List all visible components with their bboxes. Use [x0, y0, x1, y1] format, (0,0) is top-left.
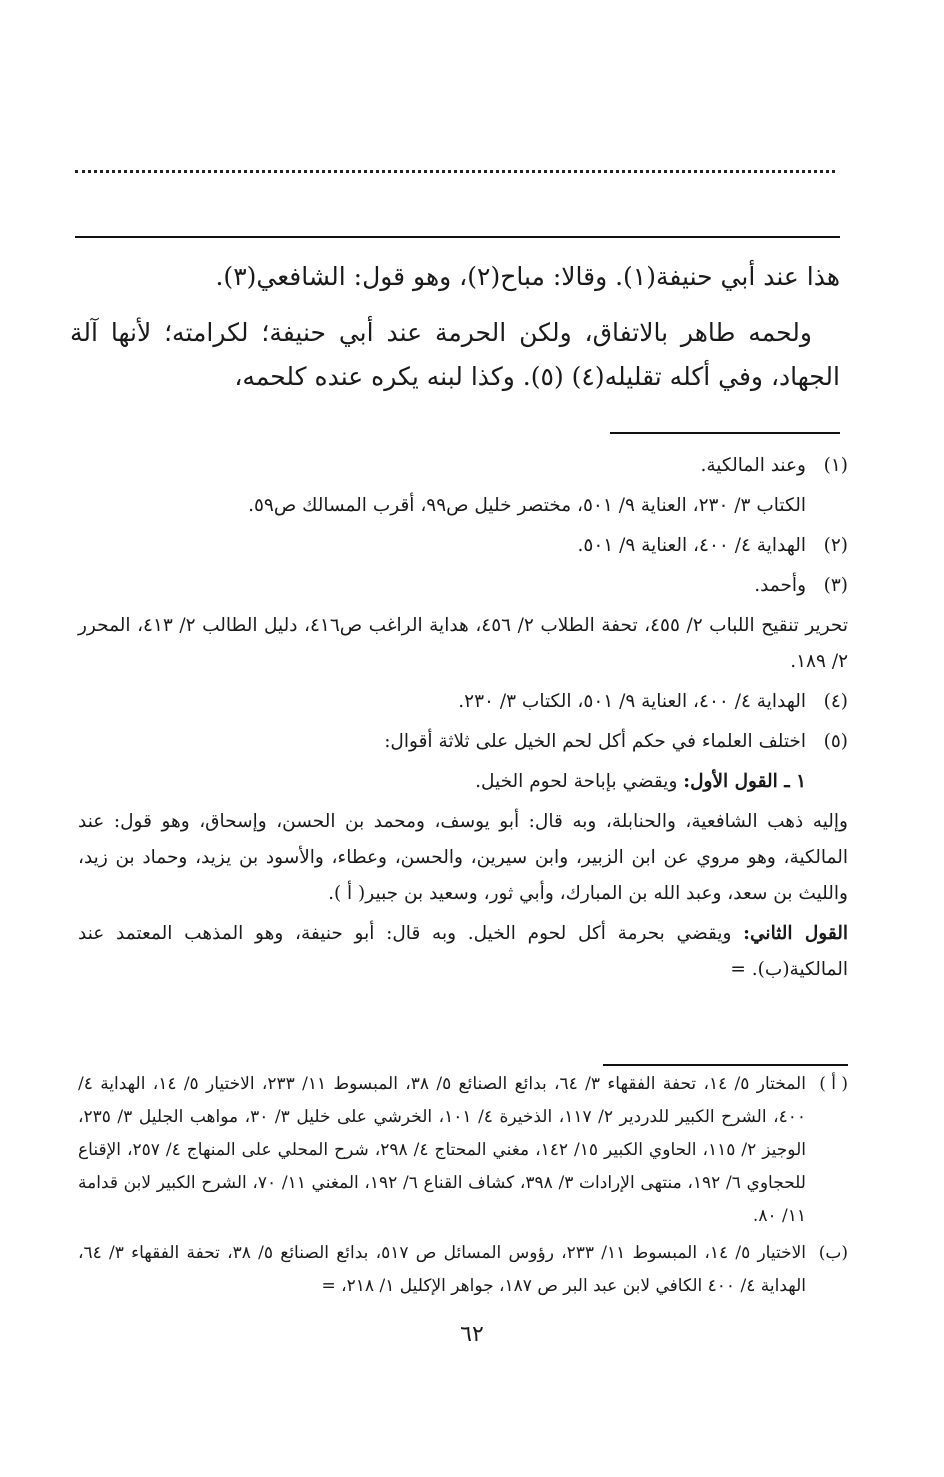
main-line-1: هذا عند أبي حنيفة(١). وقالا: مباح(٢)، وهو قول: الشافعي(٣). — [215, 262, 840, 291]
footnotes — [78, 448, 848, 988]
subnote-text: الاختيار ٥/ ١٤، المبسوط ١١/ ٢٣٣، رؤوس المسائل ص ٥١٧، بدائع الصنائع ٥/ ٣٨، تحفة الفقهاء ٣/ ٦٤، الهداية ٤/ ٤٠٠ الكافي لابن عبد البر ص ١٨٧، جواهر الإكليل ١/ ٢١٨، = — [78, 1243, 807, 1296]
main-text — [70, 255, 840, 399]
second-opinion — [78, 916, 848, 988]
main-paragraph-2: ولحمه طاهر بالاتفاق، ولكن الحرمة عند أبي حنيفة؛ لكرامته؛ لأنها آلة الجهاد، وفي أكله تقليله(٤) (٥). وكذا لبنه يكره عنده كلحمه، — [70, 318, 840, 391]
footnote-3 — [78, 568, 848, 604]
footnote-3-references: تحرير تنقيح اللباب ٢/ ٤٥٥، تحفة الطلاب ٢/ ٤٥٦، هداية الراغب ص٤١٦، دليل الطالب ٢/ ٤١٣، المحرر ٢/ ١٨٩. — [78, 615, 848, 672]
first-opinion-text: ويقضي بإباحة لحوم الخيل. — [475, 771, 678, 792]
footnote-number: (٤) — [823, 691, 848, 712]
top-rule — [75, 236, 840, 238]
second-opinion-label: القول الثاني: — [743, 923, 848, 944]
first-opinion-detail: وإليه ذهب الشافعية، والحنابلة، وبه قال: أبو يوسف، ومحمد بن الحسن، وإسحاق، وهو قول: عند المالكية، وهو مروي عن ابن الزبير، وابن سيرين، والحسن، وعطاء، والأسود بن يزيد، وحماد بن زيد، والليث بن سعد، وعبد الله بن المبارك، وأبي ثور، وسعيد بن جبير( أ ). — [78, 811, 848, 904]
footnote-2 — [78, 528, 848, 564]
first-opinion-label: ١ ـ القول الأول: — [683, 771, 806, 792]
footnote-text: اختلف العلماء في حكم أكل لحم الخيل على ثلاثة أقوال: — [384, 731, 806, 752]
page-number: ٦٢ — [460, 1322, 484, 1347]
footnote-1 — [78, 448, 848, 524]
subnote-letter: ( أ ) — [819, 1074, 848, 1094]
footnote-number: (٥) — [823, 731, 848, 752]
footnote-text: وعند المالكية. — [700, 455, 806, 476]
subnote-b — [78, 1237, 848, 1303]
second-opinion-text: ويقضي بحرمة أكل لحوم الخيل. وبه قال: أبو حنيفة، وهو المذهب المعتمد عند المالكية(ب). = — [78, 923, 848, 980]
subnote-text: المختار ٥/ ١٤، تحفة الفقهاء ٣/ ٦٤، بدائع الصنائع ٥/ ٣٨، المبسوط ١١/ ٢٣٣، الاختيار ٥/ ١٤، الهداية ٤/ ٤٠٠، الشرح الكبير للدردير ٢/ ١١٧، الذخيرة ٤/ ١٠١، الخرشي على خليل ٣/ ٣٠، مواهب الجليل ٣/ ٢٣٥، الوجيز ٢/ ١١٥، الحاوي الكبير ١٥/ ١٤٢، مغني المحتاج ٤/ ٢٩٨، شرح المحلي على المنهاج ٤/ ٢٥٧، الإقناع للحجاوي ٦/ ١٩٢، منتهى الإرادات ٣/ ٣٩٨، كشاف القناع ٦/ ١٩٢، المغني ١١/ ٧٠، الشرح الكبير لابن قدامة ١١/ ٨٠. — [78, 1074, 806, 1226]
subnote-separator — [603, 1064, 848, 1066]
subnote-a — [78, 1068, 848, 1233]
subnote-letter: (ب) — [818, 1243, 848, 1263]
footnote-text: وأحمد. — [754, 575, 806, 596]
footnote-separator — [610, 432, 840, 434]
footnote-number: (٢) — [823, 535, 848, 556]
footnote-4 — [78, 684, 848, 720]
footnote-number: (٣) — [823, 575, 848, 596]
footnote-text: الكتاب ٣/ ٢٣٠، العناية ٩/ ٥٠١، مختصر خليل ص٩٩، أقرب المسالك ص٥٩. — [248, 495, 806, 516]
footnote-text: الهداية ٤/ ٤٠٠، العناية ٩/ ٥٠١، الكتاب ٣/ ٢٣٠. — [458, 691, 806, 712]
subnotes — [78, 1068, 848, 1303]
first-opinion — [78, 764, 806, 800]
dotted-separator — [75, 170, 835, 173]
footnote-text: الهداية ٤/ ٤٠٠، العناية ٩/ ٥٠١. — [577, 535, 806, 556]
footnote-5 — [78, 724, 848, 800]
footnote-number: (١) — [823, 455, 848, 476]
